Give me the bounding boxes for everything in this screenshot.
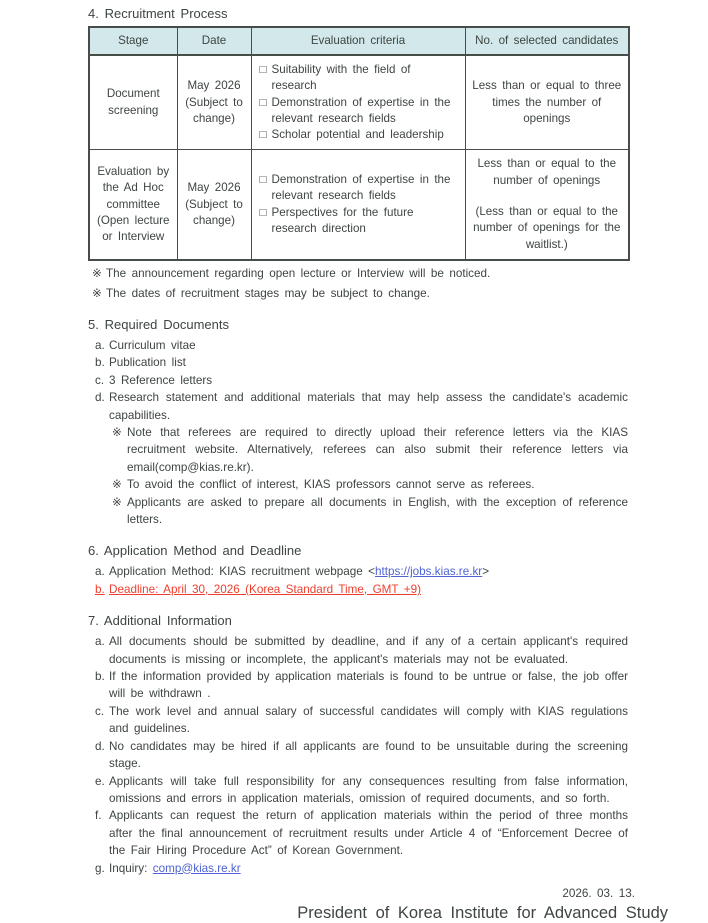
table-header-row [89,27,629,55]
section6-title: 6. Application Method and Deadline [88,543,302,559]
deadline-line: b. Deadline: April 30, 2026 (Korea Standard Time, GMT +9) [95,582,422,596]
date-cell: May 2026 (Subject to change) [177,150,251,260]
list-item: d. No candidates may be hired if all applicants are found to be unsuitable during the screening stage. [95,739,628,771]
criteria-item: □ Perspectives for the future research direction [256,205,461,238]
list-note: ※ Applicants are asked to prepare all documents in English, with the exception of reference letters. [88,494,628,529]
note-marker-icon: ※ [112,478,122,492]
signature-line: President of Korea Institute for Advanced Study [297,903,668,922]
checkbox-icon: □ [259,63,267,76]
criteria-cell [251,150,465,260]
criteria-cell [251,55,465,150]
list-item: c. The work level and annual salary of successful candidates will comply with KIAS regulations and guidelines. [95,704,628,736]
section4-title: 4. Recruitment Process [88,6,228,21]
table-header-criteria: Evaluation criteria [251,27,465,55]
stage-cell: Evaluation by the Ad Hoc committee (Open lecture or Interview [89,150,177,260]
list-item: b. If the information provided by application materials is found to be untrue or false, the job offer will be withdrawn . [95,670,628,701]
note-marker-icon: ※ [112,426,122,439]
stage-cell: Document screening [89,55,177,150]
section-additional-information [88,613,628,877]
list-item: d. Research statement and additional materials that may help assess the candidate's academic capabilities. [95,391,628,422]
note-marker-icon: ※ [112,495,122,509]
list-note: ※ Note that referees are required to directly upload their reference letters via the KIAS recruitment website. Alternatively, referees can also submit their reference letters via email(comp@kias.re.kr). [88,424,628,476]
list-item: a. All documents should be submitted by deadline, and if any of a certain applicant's required documents is missing or incomplete, the applicant's materials may not be evaluated. [95,635,628,666]
criteria-item: □ Suitability with the field of research [256,62,461,95]
list-item: a. Curriculum vitae [95,338,196,352]
candidates-cell: Less than or equal to the number of openings (Less than or equal to the number of openings for the waitlist.) [465,150,629,260]
table-header-stage: Stage [89,27,177,55]
list-item: b. Publication list [95,356,186,370]
section-recruitment-process [88,6,628,302]
note-marker-icon: ※ [92,286,102,300]
list-item: f. Applicants can request the return of application materials within the period of three months after the final announcement of recruitment results under Article 4 of “Enforcement Decree of the Fair Hiring Procedure Act” of Korean Government. [95,809,628,858]
recruitment-webpage-link[interactable]: https://jobs.kias.re.kr [375,565,483,579]
table-row [89,150,629,260]
checkbox-icon: □ [259,205,267,219]
recruitment-table [88,26,630,261]
checkbox-icon: □ [259,173,267,187]
section7-title: 7. Additional Information [88,613,232,629]
inquiry-email-link[interactable]: comp@kias.re.kr [152,861,241,875]
section-application-method [88,543,628,598]
table-header-candidates: No. of selected candidates [465,27,629,55]
table-note: ※ The dates of recruitment stages may be subject to change. [92,286,430,300]
table-header-date: Date [177,27,251,55]
list-item: e. Applicants will take full responsibility for any consequences resulting from false information, omissions and errors in application materials, omission of required documents, and so forth. [95,774,628,805]
date-cell: May 2026 (Subject to change) [177,55,251,150]
criteria-item: □ Demonstration of expertise in the relevant research fields [256,172,461,205]
section5-title: 5. Required Documents [88,316,229,332]
criteria-item: □ Scholar potential and leadership [256,127,461,143]
table-row [89,55,629,150]
section-required-documents [88,317,628,528]
list-note: ※ To avoid the conflict of interest, KIAS professors cannot serve as referees. [88,476,628,493]
table-notes [88,265,628,302]
table-note: ※ The announcement regarding open lecture or Interview will be noticed. [92,266,491,280]
footer [88,886,668,923]
inquiry-line: g. Inquiry: comp@kias.re.kr [95,861,241,875]
checkbox-icon: □ [259,95,267,109]
criteria-item: □ Demonstration of expertise in the relevant research fields [256,95,461,128]
candidates-cell: Less than or equal to three times the number of openings [465,55,629,150]
list-item: c. 3 Reference letters [95,373,213,387]
note-marker-icon: ※ [92,266,102,280]
checkbox-icon: □ [259,128,267,142]
announcement-date: 2026. 03. 13. [562,886,635,900]
list-item: a. Application Method: KIAS recruitment webpage <https://jobs.kias.re.kr> [95,565,490,579]
